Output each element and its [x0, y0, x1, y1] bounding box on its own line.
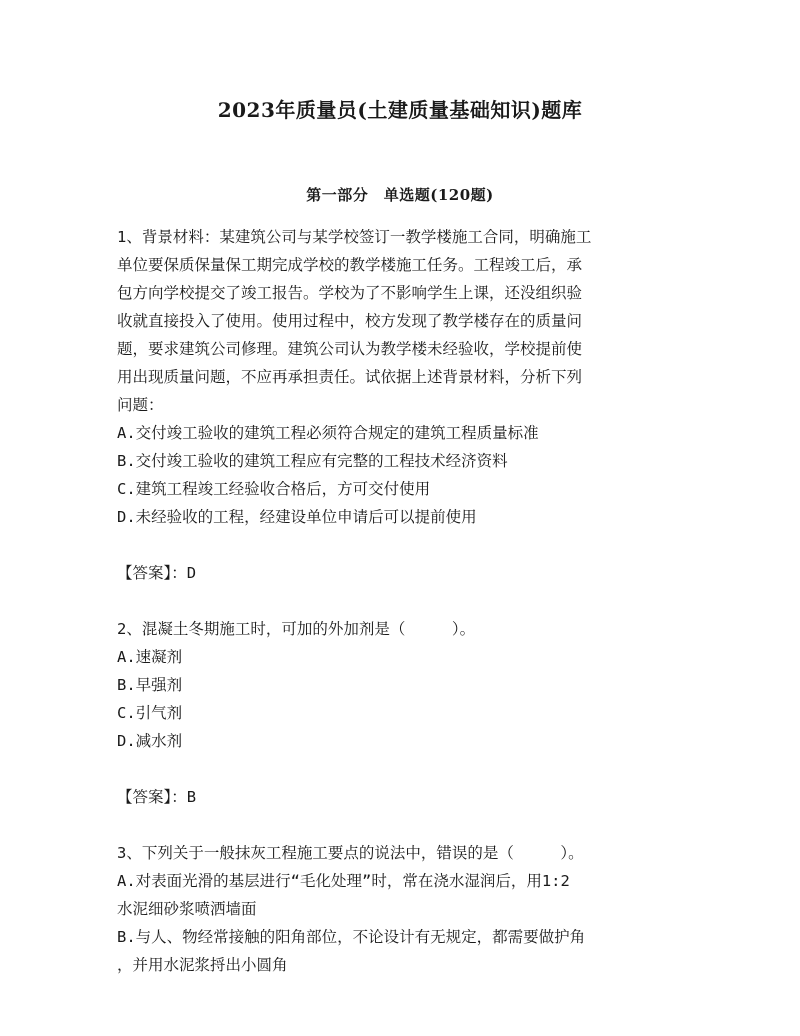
option-b: B.交付竣工验收的建筑工程应有完整的工程技术经济资料 [117, 452, 508, 470]
question-1 [117, 223, 677, 615]
question-stem [117, 223, 677, 419]
stem-line: 3、下列关于一般抹灰工程施工要点的说法中，错误的是（ ）。 [117, 844, 584, 862]
document-title: 2023年质量员(土建质量基础知识)题库 [217, 98, 583, 122]
option-b: B.早强剂 [117, 676, 183, 694]
question-stem [117, 839, 677, 867]
spacer [117, 587, 677, 615]
question-3 [117, 839, 677, 979]
option-a-continued: 水泥细砂浆喷洒墙面 [117, 900, 257, 918]
option-a: A.对表面光滑的基层进行“毛化处理”时，常在浇水湿润后，用1:2 [117, 872, 570, 890]
option-d: D.减水剂 [117, 732, 183, 750]
spacer [117, 811, 677, 839]
stem-line: 问题： [117, 396, 164, 414]
stem-line: 单位要保质保量保工期完成学校的教学楼施工任务。工程竣工后，承 [117, 256, 583, 274]
option-list [117, 867, 677, 979]
spacer [117, 755, 677, 783]
stem-line: 1、背景材料：某建筑公司与某学校签订一教学楼施工合同，明确施工 [117, 228, 592, 246]
section-title: 第一部分 单选题(120题) [306, 186, 494, 204]
stem-line: 包方向学校提交了竣工报告。学校为了不影响学生上课，还没组织验 [117, 284, 583, 302]
answer-line: 【答案】：D [117, 564, 197, 582]
stem-line: 2、混凝土冬期施工时，可加的外加剂是（ ）。 [117, 620, 476, 638]
option-b-continued: ，并用水泥浆捋出小圆角 [117, 956, 288, 974]
spacer [117, 531, 677, 559]
option-list [117, 419, 677, 531]
answer-line: 【答案】：B [117, 788, 197, 806]
option-c: C.引气剂 [117, 704, 183, 722]
option-c: C.建筑工程竣工经验收合格后，方可交付使用 [117, 480, 431, 498]
question-stem [117, 615, 677, 643]
option-b: B.与人、物经常接触的阳角部位，不论设计有无规定，都需要做护角 [117, 928, 586, 946]
stem-line: 用出现质量问题，不应再承担责任。试依据上述背景材料，分析下列 [117, 368, 583, 386]
stem-line: 题，要求建筑公司修理。建筑公司认为教学楼未经验收，学校提前使 [117, 340, 583, 358]
question-2 [117, 615, 677, 839]
option-a: A.交付竣工验收的建筑工程必须符合规定的建筑工程质量标准 [117, 424, 539, 442]
question-list [117, 223, 677, 979]
option-a: A.速凝剂 [117, 648, 183, 666]
option-list [117, 643, 677, 755]
option-d: D.未经验收的工程，经建设单位申请后可以提前使用 [117, 508, 477, 526]
stem-line: 收就直接投入了使用。使用过程中，校方发现了教学楼存在的质量问 [117, 312, 583, 330]
